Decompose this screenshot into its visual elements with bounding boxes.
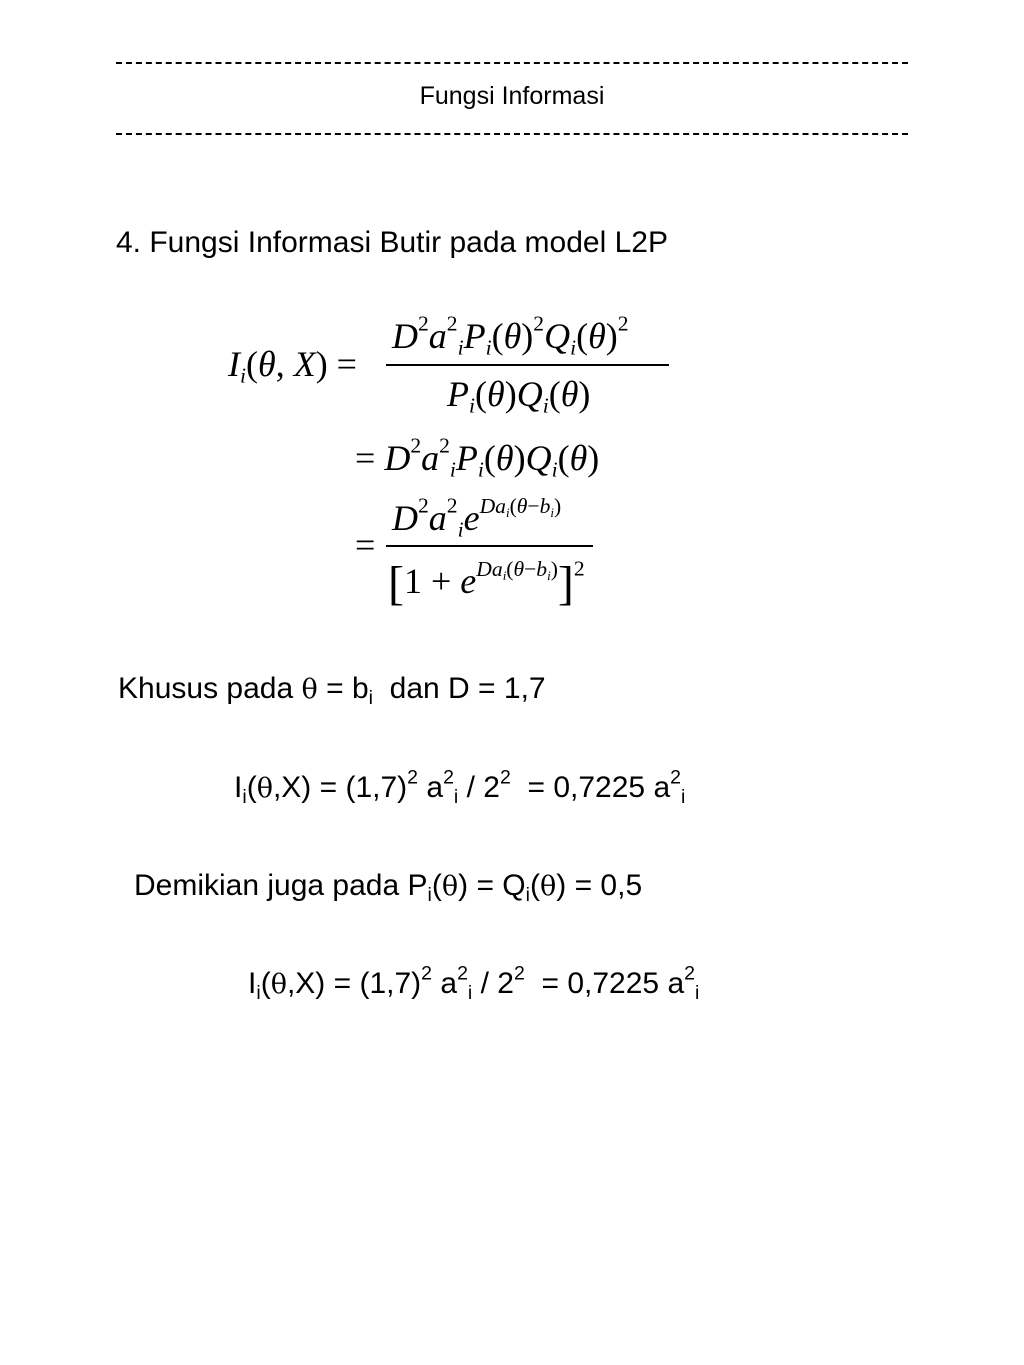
also-case-text: Demikian juga pada $P_i(\theta) = Q_i(\theta) = 0,5$ — [134, 869, 643, 906]
header-top-rule — [116, 62, 908, 64]
formula-line2: = $D^2a^2_iP_i(\theta)Q_i(\theta)$ — [355, 433, 600, 482]
fraction1-numerator: $D^2a^2_iP_i(\theta)^2Q_i(\theta)^2$ — [392, 311, 629, 360]
fraction3-numerator: $D^2a^2_ie^{Da_i(\theta-b_i)}$ — [392, 493, 562, 542]
header-bottom-rule — [116, 133, 908, 135]
result-line-1: $I_i(\theta,X) = (1,7)^2$ $a^2_i / 2^2 = 0,7225$ $a^2_i$ — [234, 766, 686, 808]
fraction1-bar — [386, 364, 669, 366]
header-title: Fungsi Informasi — [419, 82, 605, 110]
formula-lhs: $I_i(\theta$, X) = — [228, 344, 357, 388]
section-heading: 4. Fungsi Informasi Butir pada model L2P — [116, 226, 668, 259]
fraction1-denominator: $P_i(\theta)Q_i(\theta)$ — [447, 374, 591, 418]
result-line-2: $I_i(\theta,X) = (1,7)^2$ $a^2_i / 2^2 = 0,7225$ $a^2_i$ — [248, 962, 700, 1004]
fraction3-denominator: $[1 + e^{Da_i(\theta-b_i)}]^2$ — [388, 556, 585, 610]
special-case-text: Khusus pada $\theta = b_i$ dan D = 1,7 — [118, 672, 546, 709]
fraction3-bar — [386, 545, 593, 547]
formula-line3-equals: = — [355, 525, 376, 565]
